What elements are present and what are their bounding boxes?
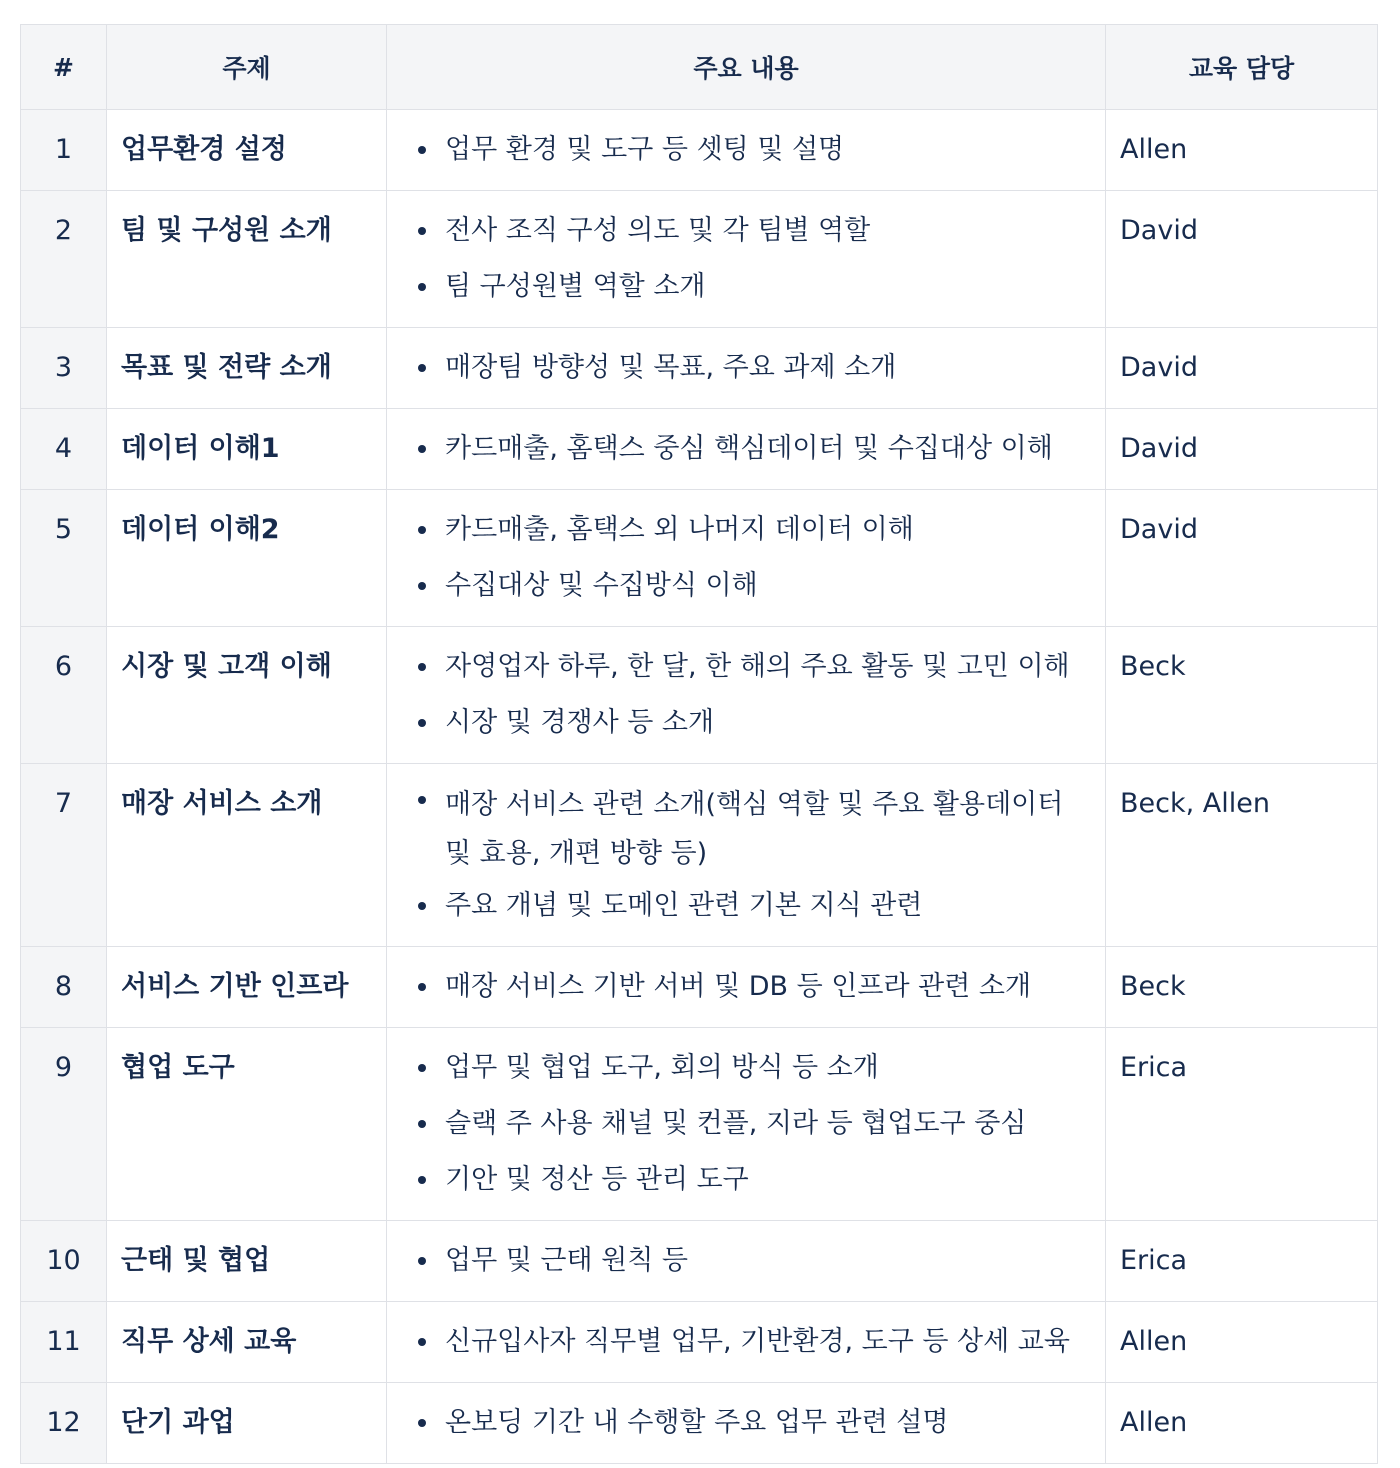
- header-content: 주요 내용: [387, 25, 1106, 110]
- table-row: [21, 328, 1378, 409]
- content-list-item: [445, 1096, 1093, 1152]
- content-list-item: [445, 1395, 1093, 1451]
- content-list: [417, 639, 1093, 751]
- table-row: [21, 1028, 1378, 1221]
- table-row: [21, 947, 1378, 1028]
- content-text: 수집대상 및 수집방식 이해: [445, 570, 758, 601]
- row-content: [387, 1028, 1106, 1221]
- content-list: [417, 1395, 1093, 1451]
- bullet-icon: [418, 445, 426, 453]
- content-list-item: [445, 1233, 1093, 1289]
- row-content: [387, 627, 1106, 764]
- row-owner: Beck, Allen: [1106, 764, 1378, 947]
- content-text: 시장 및 경쟁사 등 소개: [445, 707, 715, 738]
- row-owner: David: [1106, 490, 1378, 627]
- bullet-icon: [418, 902, 426, 910]
- header-number: #: [21, 25, 107, 110]
- content-text: 기안 및 정산 등 관리 도구: [445, 1164, 749, 1195]
- bullet-icon: [418, 364, 426, 372]
- row-number: 4: [21, 409, 107, 490]
- content-text: 카드매출, 홈택스 외 나머지 데이터 이해: [445, 514, 914, 545]
- content-list: [417, 502, 1093, 614]
- content-list-item: [445, 259, 1093, 315]
- row-number: 11: [21, 1302, 107, 1383]
- row-number: 3: [21, 328, 107, 409]
- content-text: 주요 개념 및 도메인 관련 기본 지식 관련: [445, 890, 923, 921]
- onboarding-schedule-table: [20, 24, 1378, 1464]
- table-row: [21, 1383, 1378, 1464]
- content-list: [417, 1233, 1093, 1289]
- bullet-icon: [418, 983, 426, 991]
- row-owner: David: [1106, 191, 1378, 328]
- row-topic: 업무환경 설정: [107, 110, 387, 191]
- content-text: 카드매출, 홈택스 중심 핵심데이터 및 수집대상 이해: [445, 433, 1053, 464]
- row-number: 12: [21, 1383, 107, 1464]
- bullet-icon: [418, 1419, 426, 1427]
- row-content: [387, 409, 1106, 490]
- content-text: 온보딩 기간 내 수행할 주요 업무 관련 설명: [445, 1407, 949, 1438]
- row-number: 9: [21, 1028, 107, 1221]
- row-owner: Allen: [1106, 1383, 1378, 1464]
- content-list: [417, 421, 1093, 477]
- content-list-item: [445, 1314, 1093, 1370]
- table-row: [21, 409, 1378, 490]
- content-list-item: [445, 203, 1093, 259]
- row-topic: 데이터 이해2: [107, 490, 387, 627]
- content-list: [417, 203, 1093, 315]
- content-text: 전사 조직 구성 의도 및 각 팀별 역할: [445, 215, 871, 246]
- row-number: 2: [21, 191, 107, 328]
- table-body: [21, 110, 1378, 1464]
- bullet-icon: [418, 663, 426, 671]
- bullet-icon: [418, 1064, 426, 1072]
- row-owner: Beck: [1106, 627, 1378, 764]
- table-row: [21, 764, 1378, 947]
- row-content: [387, 328, 1106, 409]
- table-row: [21, 191, 1378, 328]
- content-list: [417, 776, 1093, 934]
- row-content: [387, 110, 1106, 191]
- content-text: 매장 서비스 관련 소개(핵심 역할 및 주요 활용데이터 및 효용, 개편 방향 등): [445, 789, 1064, 869]
- row-number: 10: [21, 1221, 107, 1302]
- row-topic: 서비스 기반 인프라: [107, 947, 387, 1028]
- bullet-icon: [418, 227, 426, 235]
- row-owner: Beck: [1106, 947, 1378, 1028]
- bullet-icon: [418, 1176, 426, 1184]
- row-owner: Allen: [1106, 1302, 1378, 1383]
- content-list-item: [445, 1152, 1093, 1208]
- row-owner: Erica: [1106, 1221, 1378, 1302]
- row-owner: David: [1106, 409, 1378, 490]
- table-row: [21, 1221, 1378, 1302]
- row-content: [387, 1383, 1106, 1464]
- content-list: [417, 340, 1093, 396]
- row-topic: 단기 과업: [107, 1383, 387, 1464]
- bullet-icon: [418, 1338, 426, 1346]
- content-list-item: [445, 421, 1093, 477]
- content-list-item: [445, 959, 1093, 1015]
- row-content: [387, 191, 1106, 328]
- content-list-item: [445, 558, 1093, 614]
- row-owner: David: [1106, 328, 1378, 409]
- content-text: 업무 및 협업 도구, 회의 방식 등 소개: [445, 1052, 879, 1083]
- content-text: 업무 및 근태 원칙 등: [445, 1245, 688, 1276]
- row-content: [387, 1221, 1106, 1302]
- bullet-icon: [418, 283, 426, 291]
- table-header: [21, 25, 1378, 110]
- content-text: 팀 구성원별 역할 소개: [445, 271, 706, 302]
- row-content: [387, 490, 1106, 627]
- content-list-item: [445, 695, 1093, 751]
- content-list-item: [445, 122, 1093, 178]
- table-row: [21, 110, 1378, 191]
- bullet-icon: [418, 1257, 426, 1265]
- header-topic: 주제: [107, 25, 387, 110]
- content-text: 매장 서비스 기반 서버 및 DB 등 인프라 관련 소개: [445, 971, 1032, 1002]
- table-row: [21, 490, 1378, 627]
- content-text: 슬랙 주 사용 채널 및 컨플, 지라 등 협업도구 중심: [445, 1108, 1027, 1139]
- header-owner: 교육 담당: [1106, 25, 1378, 110]
- row-topic: 목표 및 전략 소개: [107, 328, 387, 409]
- content-list: [417, 959, 1093, 1015]
- content-list: [417, 1314, 1093, 1370]
- content-list-item: [445, 502, 1093, 558]
- onboarding-table-container: [20, 24, 1377, 1464]
- row-owner: Allen: [1106, 110, 1378, 191]
- row-topic: 데이터 이해1: [107, 409, 387, 490]
- row-topic: 협업 도구: [107, 1028, 387, 1221]
- row-number: 1: [21, 110, 107, 191]
- row-owner: Erica: [1106, 1028, 1378, 1221]
- content-list-item: [445, 1040, 1093, 1096]
- row-number: 6: [21, 627, 107, 764]
- header-row: [21, 25, 1378, 110]
- bullet-icon: [418, 719, 426, 727]
- row-topic: 팀 및 구성원 소개: [107, 191, 387, 328]
- content-list-item: [445, 340, 1093, 396]
- bullet-icon: [418, 582, 426, 590]
- row-content: [387, 1302, 1106, 1383]
- row-number: 5: [21, 490, 107, 627]
- table-row: [21, 627, 1378, 764]
- row-content: [387, 764, 1106, 947]
- content-text: 매장팀 방향성 및 목표, 주요 과제 소개: [445, 352, 897, 383]
- content-list: [417, 122, 1093, 178]
- row-number: 7: [21, 764, 107, 947]
- row-number: 8: [21, 947, 107, 1028]
- row-content: [387, 947, 1106, 1028]
- content-list-item: [445, 776, 1093, 878]
- content-text: 신규입사자 직무별 업무, 기반환경, 도구 등 상세 교육: [445, 1326, 1070, 1357]
- row-topic: 매장 서비스 소개: [107, 764, 387, 947]
- bullet-icon: [418, 1120, 426, 1128]
- bullet-icon: [418, 796, 426, 804]
- row-topic: 직무 상세 교육: [107, 1302, 387, 1383]
- row-topic: 근태 및 협업: [107, 1221, 387, 1302]
- content-text: 업무 환경 및 도구 등 셋팅 및 설명: [445, 134, 845, 165]
- table-row: [21, 1302, 1378, 1383]
- bullet-icon: [418, 146, 426, 154]
- content-list: [417, 1040, 1093, 1208]
- row-topic: 시장 및 고객 이해: [107, 627, 387, 764]
- content-list-item: [445, 639, 1093, 695]
- content-text: 자영업자 하루, 한 달, 한 해의 주요 활동 및 고민 이해: [445, 651, 1070, 682]
- bullet-icon: [418, 526, 426, 534]
- content-list-item: [445, 878, 1093, 934]
